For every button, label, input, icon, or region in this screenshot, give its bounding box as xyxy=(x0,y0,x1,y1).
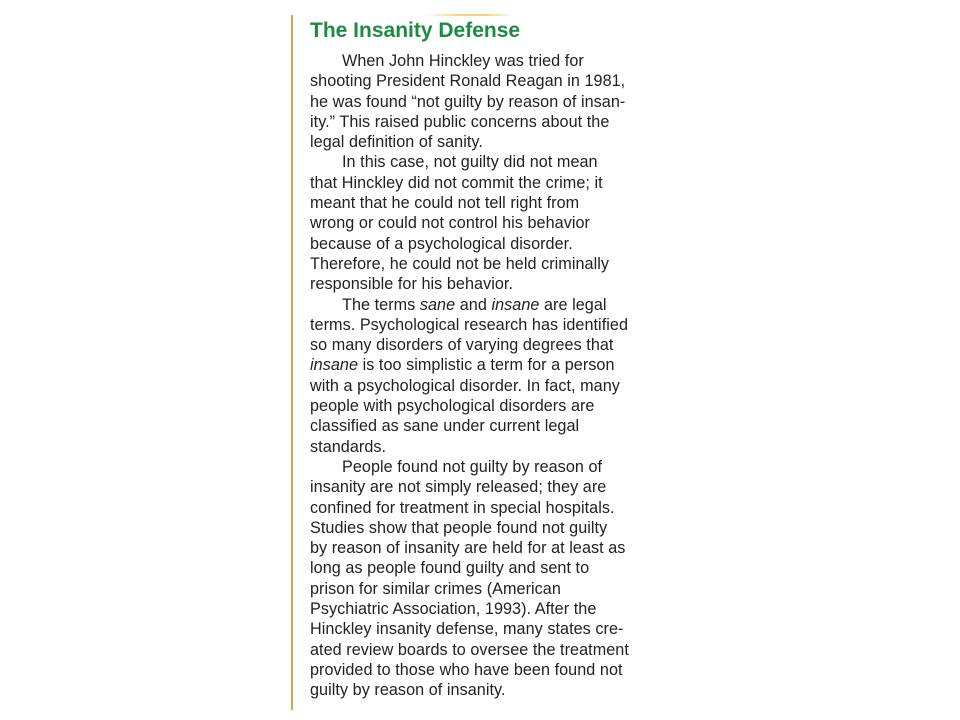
sidebar-rule xyxy=(291,15,293,710)
term-insane: insane xyxy=(310,356,359,375)
text-line: wrong or could not control his behavior xyxy=(310,214,590,233)
term-sane: sane xyxy=(419,295,456,314)
paragraph-4 xyxy=(310,457,655,701)
text-line: The terms sane and insane are legal xyxy=(342,295,607,314)
text-line: that Hinckley did not commit the crime; it xyxy=(310,173,603,192)
paragraph-2 xyxy=(310,152,655,294)
text-line: Hinckley insanity defense, many states cre- xyxy=(310,620,624,639)
text-line: When John Hinckley was tried for xyxy=(342,52,584,70)
title-accent-line xyxy=(425,14,513,16)
paragraph-1 xyxy=(310,51,655,152)
text-line: Psychiatric Association, 1993). After the xyxy=(310,600,597,619)
text-line: insane is too simplistic a term for a person xyxy=(310,356,615,375)
text-line: with a psychological disorder. In fact, many xyxy=(310,376,620,395)
text-line: he was found “not guilty by reason of insan- xyxy=(310,92,626,111)
text-line: standards. xyxy=(310,437,387,456)
text-line: insanity are not simply released; they are xyxy=(310,478,607,497)
text-line: Therefore, he could not be held criminally xyxy=(310,254,610,273)
text-line: responsible for his behavior. xyxy=(310,275,514,294)
text-line: In this case, not guilty did not mean xyxy=(342,153,598,172)
paragraph-3 xyxy=(310,295,655,457)
text-line: confined for treatment in special hospitals. xyxy=(310,498,615,517)
text-line: legal definition of sanity. xyxy=(310,133,483,152)
text-line: people with psychological disorders are xyxy=(310,397,595,416)
text-line: meant that he could not tell right from xyxy=(310,194,580,213)
text-line: guilty by reason of insanity. xyxy=(310,681,506,700)
text-line: ated review boards to oversee the treatment xyxy=(310,640,629,659)
text-line: terms. Psychological research has identified xyxy=(310,315,629,334)
text-line: ity.” This raised public concerns about the xyxy=(310,112,610,131)
text-line: by reason of insanity are held for at least as xyxy=(310,539,626,558)
article xyxy=(310,18,655,701)
text-line: Studies show that people found not guilty xyxy=(310,518,608,537)
text-line: shooting President Ronald Reagan in 1981, xyxy=(310,72,626,91)
text-line: People found not guilty by reason of xyxy=(342,457,603,476)
term-insane: insane xyxy=(491,295,540,314)
text-line: so many disorders of varying degrees that xyxy=(310,336,614,355)
text-line: provided to those who have been found not xyxy=(310,660,623,679)
text-line: classified as sane under current legal xyxy=(310,417,580,436)
text-line: long as people found guilty and sent to xyxy=(310,559,590,578)
text-line: because of a psychological disorder. xyxy=(310,234,573,253)
article-title: The Insanity Defense xyxy=(310,19,521,42)
text-line: prison for similar crimes (American xyxy=(310,579,561,598)
